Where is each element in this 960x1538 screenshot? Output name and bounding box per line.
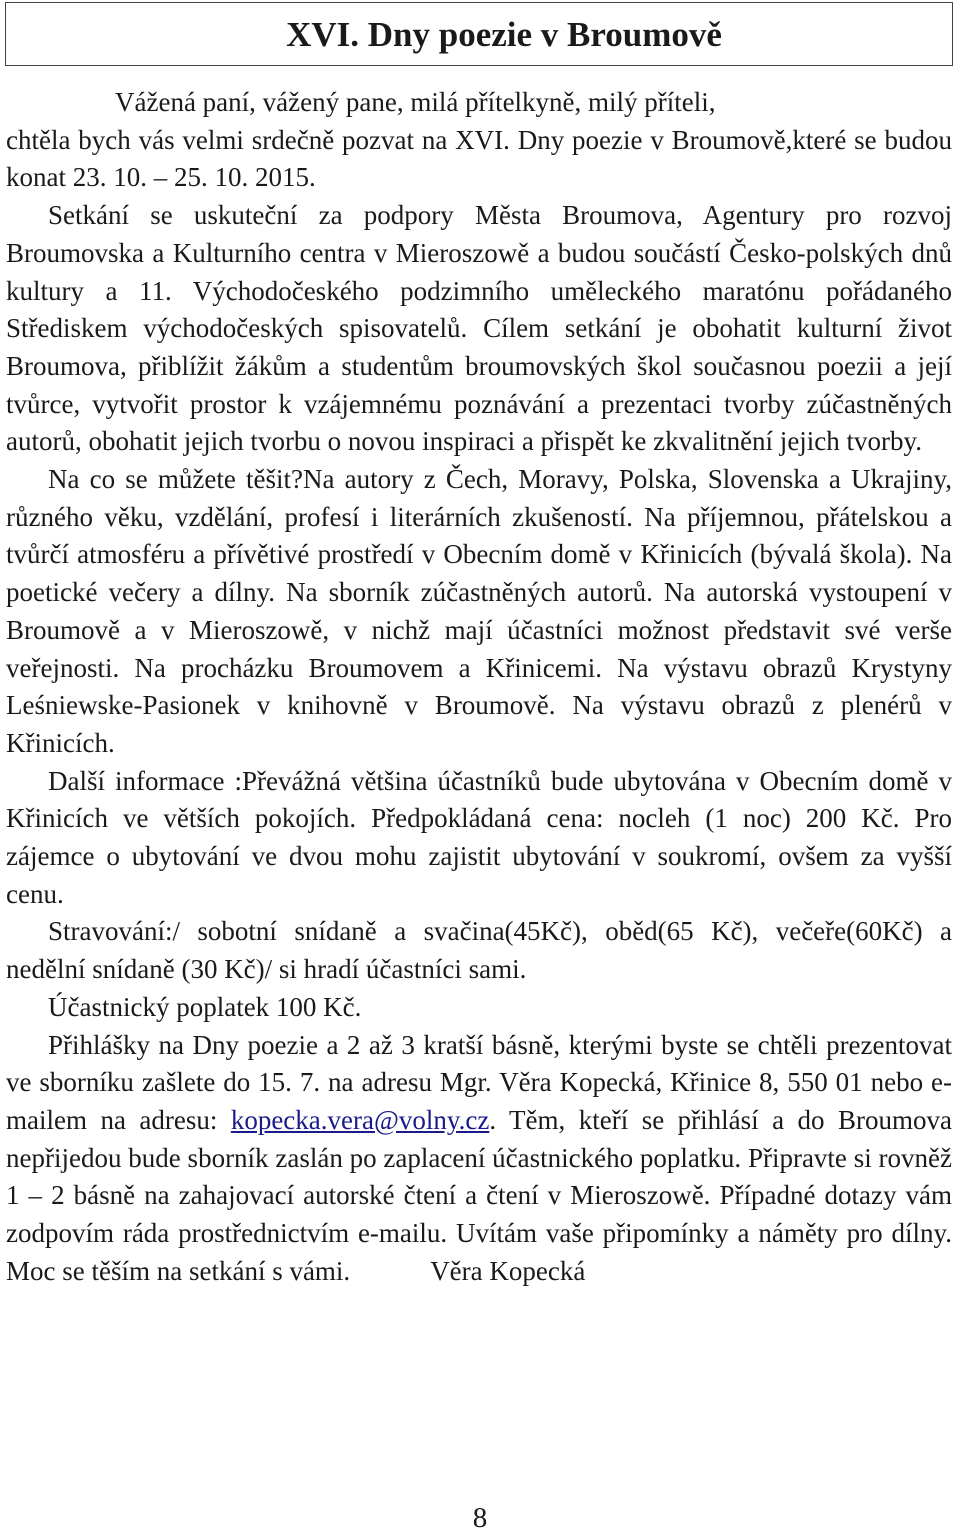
paragraph-accommodation: Další informace :Převážná většina účastníků bude ubytována v Obecním domě v Křinicích ve větších pokojích. Předpokládaná cena: nocleh (1 noc) 200 Kč. Pro zájemce o ubytování ve dvou mohu zajistit ubytování v soukromí, ovšem za vyšší cenu. — [6, 765, 952, 909]
registration-text-continued: . Těm, kteří se přihlásí a do Broumova nepřijedou bude sborník zaslán po zaplacení účastnického poplatku. Připravte si rovněž 1 – 2 básně na zahajovací autorské čtení a čtení v Mieroszowě. Případné dotazy vám zodpovím ráda prostřednictvím e-mailu. Uvítám vaše připomínky a náměty pro dílny. Moc se těším na setkání s vámi. — [6, 1104, 952, 1286]
greeting: Vážená paní, vážený pane, milá přítelkyně, milý příteli, — [115, 87, 716, 117]
page-title: XVI. Dny poezie v Broumově — [286, 15, 722, 54]
paragraph-about: Setkání se uskuteční za podpory Města Broumova, Agentury pro rozvoj Broumovska a Kulturního centra v Mieroszowě a budou součástí Česko-polských dnů kultury a 11. Východočeského podzimního uměleckého maratónu pořádaného Střediskem východočeských spisovatelů. Cílem setkání je obohatit kulturní život Broumova, přiblížit žákům a studentům broumovských škol současnou poezii a její tvůrce, vytvořit prostor k vzájemnému poznávání a prezentaci tvorby zúčastněných autorů, obohatit jejich tvorbu o novou inspiraci a přispět ke zkvalitnění jejich tvorby. — [6, 200, 952, 457]
paragraph-what-to-expect: Na co se můžete těšit?Na autory z Čech, Moravy, Polska, Slovenska a Ukrajiny, různého věku, vzdělání, profesí i literárních zkušeností. Na příjemnou, přátelskou a tvůrčí atmosféru a přívětivé prostředí v Obecním domě v Křinicích (bývalá škola). Na poetické večery a dílny. Na sborník zúčastněných autorů. Na autorská vystoupení v Broumově a v Mieroszowě, v nichž mají účastníci možnost představit své verše veřejnosti. Na procházku Broumovem a Křinicemi. Na výstavu obrazů Krystyny Leśniewske-Pasionek v knihovně v Broumově. Na výstavu obrazů z plenérů v Křinicích. — [6, 464, 952, 758]
page-number: 8 — [472, 1502, 488, 1534]
registration-text: Přihlášky na Dny poezie a 2 až 3 kratší básně, kterými byste se chtěli prezentovat ve sborníku zašlete do 15. 7. na adresu Mgr. Věra Kopecká, Křinice 8, 550 01 nebo e-mailem na adresu: — [6, 1029, 952, 1135]
document-body — [6, 84, 952, 1291]
paragraph-invitation: chtěla bych vás velmi srdečně pozvat na XVI. Dny poezie v Broumově,které se budou konat 23. 10. – 25. 10. 2015. — [6, 124, 952, 193]
paragraph-fee: Účastnický poplatek 100 Kč. — [48, 991, 362, 1022]
email-link[interactable]: kopecka.vera@volny.cz — [230, 1104, 490, 1135]
title-box — [5, 2, 953, 66]
signature: Věra Kopecká — [430, 1255, 586, 1286]
paragraph-meals: Stravování:/ sobotní snídaně a svačina(45Kč), oběd(65 Kč), večeře(60Kč) a nedělní snídaně (30 Kč)/ si hradí účastníci sami. — [6, 916, 952, 985]
paragraph-registration — [6, 1027, 952, 1291]
